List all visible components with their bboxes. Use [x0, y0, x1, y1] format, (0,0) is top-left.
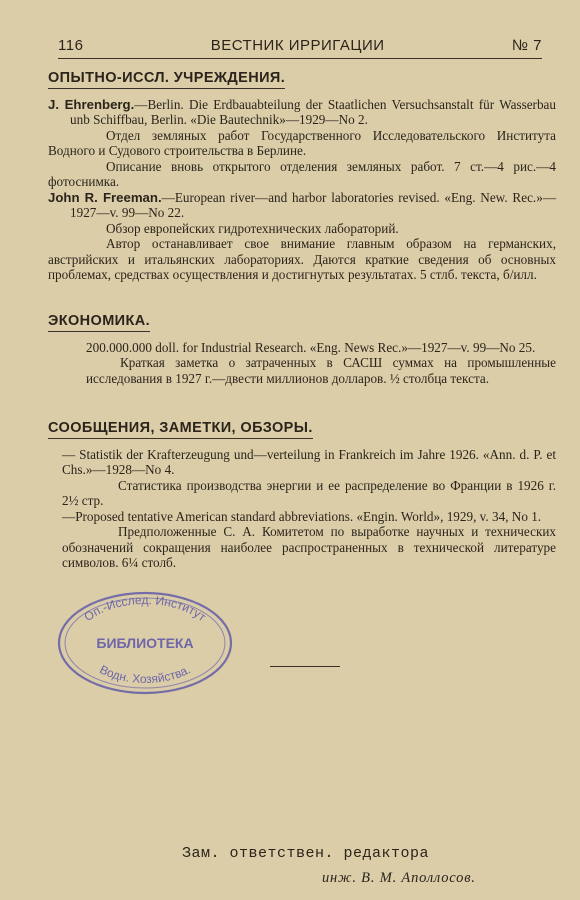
- library-stamp: [55, 588, 235, 698]
- entry-citation: — Statistik der Krafterzeugung und—verteilung in Frankreich im Jahre 1926. «Ann. d. P. et Chs.»—1928—No 4.: [62, 446, 556, 477]
- section-title: СООБЩЕНИЯ, ЗАМЕТКИ, ОБЗОРЫ.: [48, 421, 313, 439]
- page-header: [58, 34, 542, 59]
- entry-description: Описание вновь открытого отделения земляных работ. 7 ст.—4 рис.—4 фотоснимка.: [48, 158, 556, 189]
- divider: [270, 666, 340, 667]
- entry-description: Статистика производства энергии и ее распределение во Франции в 1926 г. 2½ стр.: [62, 477, 556, 508]
- section-title: ЭКОНОМИКА.: [48, 314, 150, 332]
- svg-text:Оп.-Исслед. Институт: [81, 593, 209, 624]
- entry-author: John R. Freeman.: [48, 189, 162, 205]
- entry-freeman: [48, 190, 556, 221]
- signature-title: Зам. ответствен. редактора: [182, 845, 430, 862]
- entry-description: Краткая заметка о затраченных в САСШ суммах на промышленные исследования в 1927 г.—двести миллионов долларов. ½ столбца текста.: [86, 355, 556, 386]
- entry-citation: —Proposed tentative American standard abbreviations. «Engin. World», 1929, v. 34, No 1.: [62, 508, 542, 524]
- stamp-top-text: Оп.-Исслед. Институт: [81, 592, 209, 625]
- stamp-bottom-text: Водн. Хозяйства.: [97, 662, 193, 687]
- entry-citation: —Berlin. Die Erdbauabteilung der Staatlichen Versuchsanstalt für Wasserbau unb Schiffbau, Berlin. «Die Bautechnik»—1929—No 2.: [70, 96, 556, 127]
- stamp-middle-text: БИБЛИОТЕКА: [96, 635, 194, 651]
- section-title: ОПЫТНО-ИССЛ. УЧРЕЖДЕНИЯ.: [48, 71, 285, 89]
- entry-description: Автор останавливает свое внимание главным образом на германских, австрийских и итальянских лабораториях. Даются краткие сведения об основных проблемах, средствах осуществления и достигнутых результатах. 5 стлб. текста, б/илл.: [48, 236, 556, 282]
- entry-translation: Отдел земляных работ Государственного Исследовательского Института Водного и Судового строительства в Берлине.: [48, 127, 556, 158]
- entry-author: J. Ehrenberg.: [48, 96, 135, 112]
- section-reports-notes: [48, 420, 556, 571]
- entry-ehrenberg: [48, 97, 556, 128]
- entry-description: Предположенные С. А. Комитетом по выработке научных и технических обозначений сокращения наиболее распространенных в технической литературе символов. 6¼ столб.: [62, 524, 556, 570]
- entry-citation: 200.000.000 doll. for Industrial Research. «Eng. News Rec.»—1927—v. 99—No 25.: [86, 339, 536, 355]
- issue-number: № 7: [511, 36, 542, 54]
- signature-name: инж. В. М. Аполлосов.: [322, 870, 476, 886]
- svg-text:Водн. Хозяйства.: [97, 662, 192, 686]
- entry-translation: Обзор европейских гидротехнических лабораторий.: [106, 220, 399, 236]
- section-research-institutions: [48, 70, 556, 283]
- journal-title: ВЕСТНИК ИРРИГАЦИИ: [210, 36, 385, 54]
- section-economics: [48, 313, 556, 386]
- entry-citation: —European river—and harbor laboratories revised. «Eng. New. Rec.»—1927—v. 99—No 22.: [70, 189, 557, 220]
- page-number: 116: [58, 36, 84, 54]
